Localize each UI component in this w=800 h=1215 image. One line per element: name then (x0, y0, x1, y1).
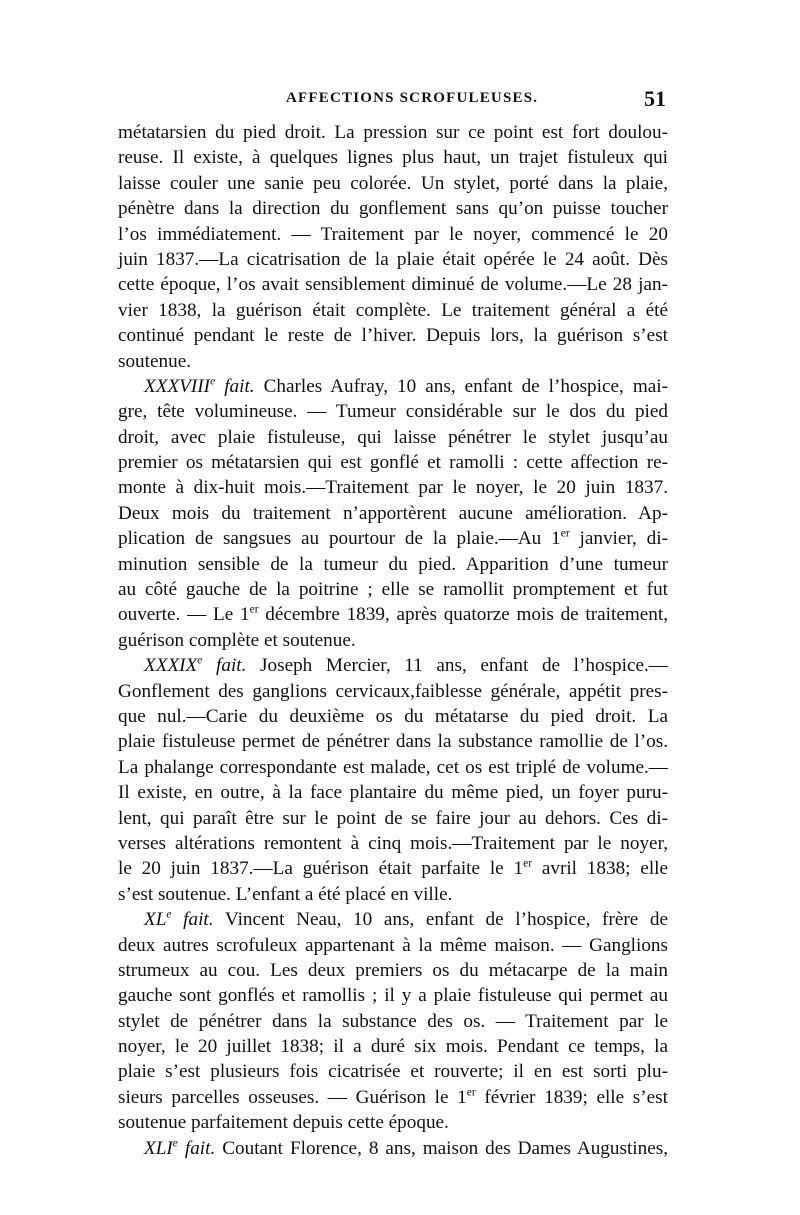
text-line: continué pendant le reste de l’hiver. Depuis lors, la guérison s’est (118, 325, 668, 347)
text-line: vier 1838, la guérison était complète. Le traitement général a été (118, 299, 668, 321)
text-line: XXXIXe fait. Joseph Mercier, 11 ans, enfant de l’hospice.— (144, 654, 668, 677)
text-line: XXXVIIIe fait. Charles Aufray, 10 ans, enfant de l’hospice, mai- (144, 375, 668, 397)
text-line: juin 1837.—La cicatrisation de la plaie était opérée le 24 août. Dès (118, 248, 668, 270)
page-number: 51 (644, 86, 666, 111)
text-line: gre, tête volumineuse. — Tumeur considérable sur le dos du pied (118, 401, 668, 423)
text-line: XLIe fait. Coutant Florence, 8 ans, maison des Dames Augustines, (144, 1137, 668, 1159)
text-line: métatarsien du pied droit. La pression sur ce point est fort doulou- (118, 122, 668, 143)
text-line: plaie s’est plusieurs fois cicatrisée et rouverte; il en est sorti plu- (118, 1061, 668, 1083)
case-number: XXXIXe fait. (144, 654, 247, 677)
text-line: cette époque, l’os avait sensiblement diminué de volume.—Le 28 jan- (118, 274, 668, 296)
page-header (118, 86, 666, 112)
text-line: pénètre dans la direction du gonflement sans qu’on puisse toucher (118, 198, 668, 220)
text-line: ouverte. — Le 1er décembre 1839, après quatorze mois de traitement, (118, 604, 668, 626)
case-number: XLe fait. (144, 908, 214, 931)
case-number: XLIe fait. (144, 1137, 216, 1159)
text-line: gauche sont gonflés et ramollis ; il y a plaie fistuleuse qui permet au (118, 985, 668, 1007)
text-line: Gonflement des ganglions cervicaux,faiblesse générale, appétit pres- (118, 680, 668, 702)
text-line: Deux mois du traitement n’apportèrent aucune amélioration. Ap- (118, 502, 668, 524)
text-line: lent, qui paraît être sur le point de se faire jour au dehors. Ces di- (118, 807, 668, 829)
body-text (118, 120, 668, 1161)
text-line: au côté gauche de la poitrine ; elle se ramollit promptement et fut (118, 579, 668, 601)
text-line: plaie fistuleuse permet de pénétrer dans la substance ramollie de l’os. (118, 731, 668, 753)
running-title: AFFECTIONS SCROFULEUSES. (286, 90, 539, 106)
text-line: XLe fait. Vincent Neau, 10 ans, enfant de l’hospice, frère de (144, 908, 668, 931)
text-line: strumeux au cou. Les deux premiers os du métacarpe de la main (118, 959, 668, 981)
text-line: sieurs parcelles osseuses. — Guérison le 1er février 1839; elle s’est (118, 1086, 668, 1108)
text-line: le 20 juin 1837.—La guérison était parfaite le 1er avril 1838; elle (118, 857, 669, 880)
text-line: droit, avec plaie fistuleuse, qui laisse pénétrer le stylet jusqu’au (118, 426, 668, 448)
text-line: laisse couler une sanie peu colorée. Un stylet, porté dans la plaie, (118, 172, 668, 194)
case-number: XXXVIIIe fait. (144, 375, 255, 397)
text-line: La phalange correspondante est malade, cet os est triplé de volume.— (118, 756, 668, 778)
text-line: soutenue parfaitement depuis cette époque. (118, 1112, 449, 1134)
text-line: stylet de pénétrer dans la substance des os. — Traitement par le (118, 1010, 668, 1032)
text-line: reuse. Il existe, à quelques lignes plus haut, un trajet fistuleux qui (118, 147, 668, 169)
text-line: monte à dix-huit mois.—Traitement par le noyer, le 20 juin 1837. (118, 477, 668, 499)
text-line: premier os métatarsien qui est gonflé et ramolli : cette affection re- (118, 452, 668, 474)
text-line: plication de sangsues au pourtour de la plaie.—Au 1er janvier, di- (118, 527, 668, 550)
text-line: Il existe, en outre, à la face plantaire du même pied, un foyer puru- (118, 782, 668, 804)
text-line: verses altérations remontent à cinq mois.—Traitement par le noyer, (118, 832, 668, 854)
text-line: s’est soutenue. L’enfant a été placé en ville. (118, 883, 453, 905)
text-line: soutenue. (118, 350, 192, 372)
text-line: noyer, le 20 juillet 1838; il a duré six mois. Pendant ce temps, la (118, 1036, 668, 1058)
text-line: que nul.—Carie du deuxième os du métatarse du pied droit. La (118, 705, 668, 727)
text-line: minution sensible de la tumeur du pied. Apparition d’une tumeur (118, 553, 668, 575)
text-line: l’os immédiatement. — Traitement par le noyer, commencé le 20 (118, 223, 668, 245)
text-line: guérison complète et soutenue. (118, 629, 356, 651)
text-line: deux autres scrofuleux appartenant à la même maison. — Ganglions (118, 934, 668, 956)
